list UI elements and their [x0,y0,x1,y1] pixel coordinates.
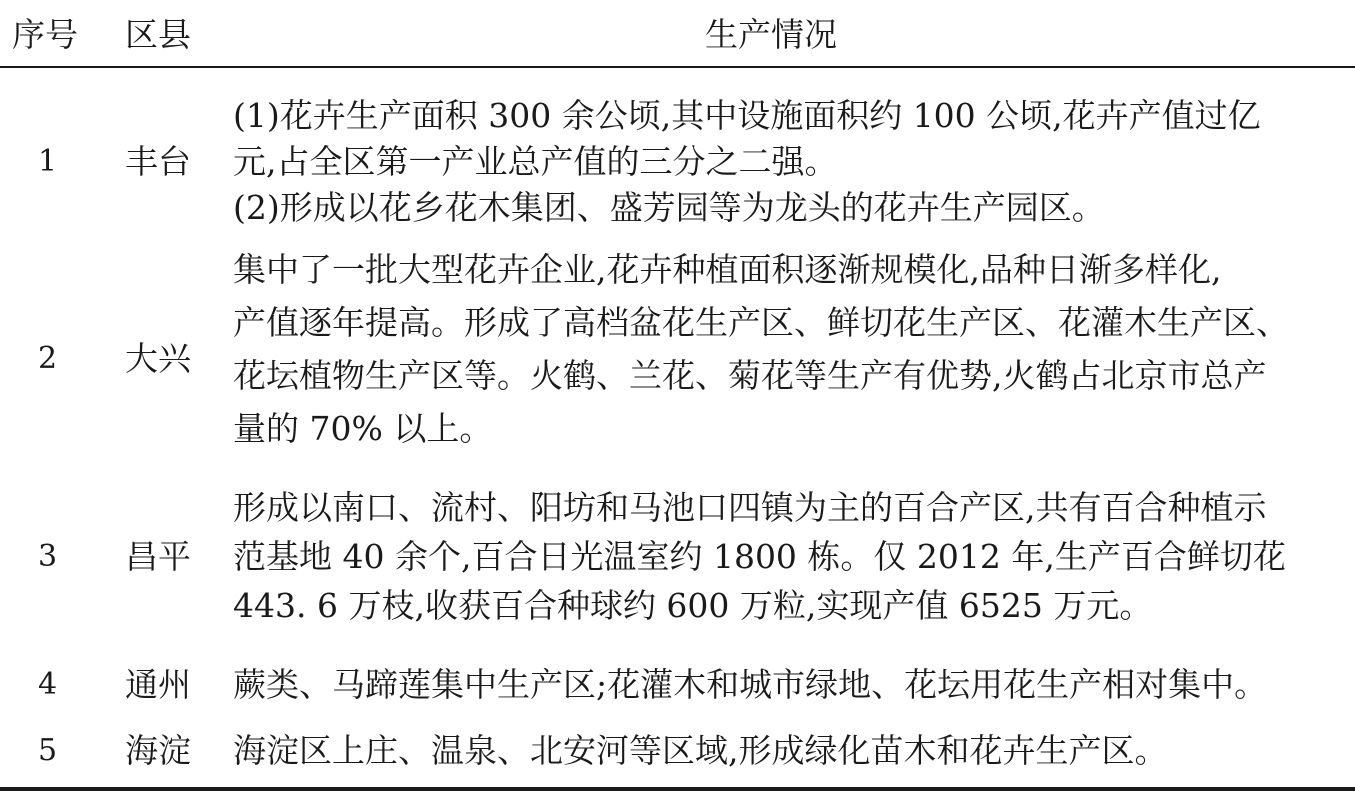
table-row [0,93,1355,231]
row-district: 海淀 [125,731,191,770]
description-line: (1)花卉生产面积 300 余公顷,其中设施面积约 100 公顷,花卉产值过亿 [233,96,1261,135]
description-line: 443. 6 万枝,收获百合种球约 600 万粒,实现产值 6525 万元。 [233,586,1153,625]
row-district: 昌平 [125,537,191,576]
row-description [233,726,1333,776]
header-district: 区县 [125,15,191,54]
table-bottom-rule [0,787,1355,791]
description-line: 量的 70% 以上。 [233,409,493,448]
row-district: 大兴 [125,339,191,378]
row-serial-number: 4 [38,667,58,702]
row-description [233,483,1333,630]
description-line: 花坛植物生产区等。火鹤、兰花、菊花等生产有优势,火鹤占北京市总产 [233,356,1267,395]
description-line: (2)形成以花乡花木集团、盛芳园等为龙头的花卉生产园区。 [233,188,1105,227]
description-line: 形成以南口、流村、阳坊和马池口四镇为主的百合产区,共有百合种植示 [233,488,1267,527]
row-description [233,243,1333,455]
header-serial-number: 序号 [12,15,78,54]
row-serial-number: 5 [38,733,58,768]
description-line: 集中了一批大型花卉企业,花卉种植面积逐渐规模化,品种日渐多样化, [233,250,1222,289]
row-district: 丰台 [125,142,191,181]
table-row [0,726,1355,776]
description-line: 范基地 40 余个,百合日光温室约 1800 栋。仅 2012 年,生产百合鲜切花 [233,537,1286,576]
header-divider [0,66,1355,68]
table-row [0,660,1355,710]
description-line: 元,占全区第一产业总产值的三分之二强。 [233,142,838,181]
row-serial-number: 2 [38,341,58,376]
description-line: 蕨类、马蹄莲集中生产区;花灌木和城市绿地、花坛用花生产相对集中。 [233,665,1268,704]
header-production: 生产情况 [705,15,837,54]
table-row [0,483,1355,630]
row-district: 通州 [125,665,191,704]
table-row [0,243,1355,455]
description-line: 海淀区上庄、温泉、北安河等区域,形成绿化苗木和花卉生产区。 [233,731,1168,770]
row-description [233,660,1333,710]
row-description [233,93,1333,231]
row-serial-number: 1 [38,144,58,179]
description-line: 产值逐年提高。形成了高档盆花生产区、鲜切花生产区、花灌木生产区、 [233,303,1289,342]
row-serial-number: 3 [38,539,58,574]
